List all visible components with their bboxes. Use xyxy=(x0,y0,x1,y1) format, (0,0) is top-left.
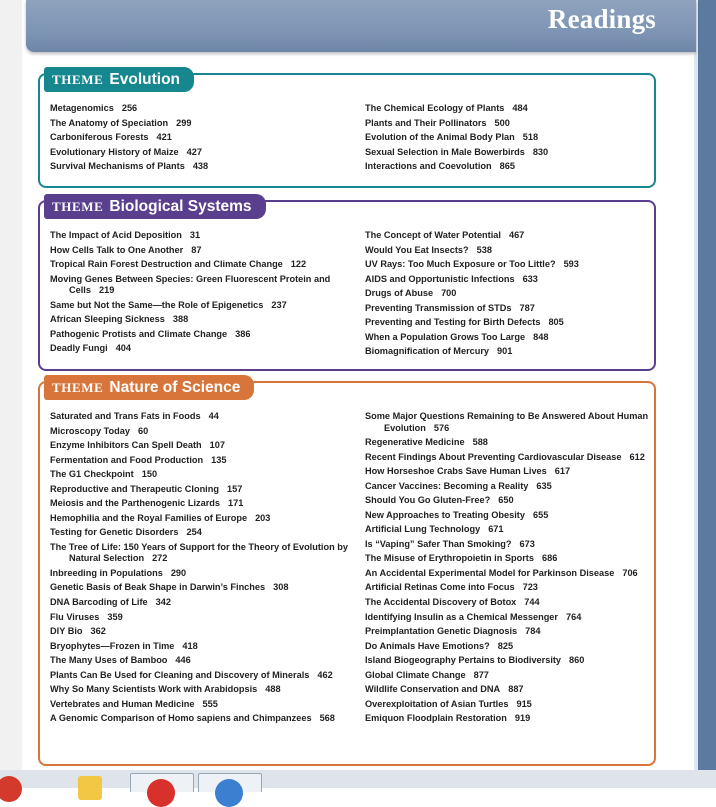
reading-page-number: 830 xyxy=(532,146,549,157)
taskbar-button-app-blue[interactable] xyxy=(198,773,262,792)
reading-title: The Misuse of Erythropoietin in Sports xyxy=(365,553,534,564)
reading-entry xyxy=(365,317,649,329)
reading-page-number: 538 xyxy=(476,244,492,255)
reading-entry xyxy=(50,684,350,696)
theme-nature-of-science-box xyxy=(38,378,656,766)
theme-name: Nature of Science xyxy=(109,378,241,396)
reading-page-number: 633 xyxy=(522,273,538,284)
reading-title: Reproductive and Therapeutic Cloning xyxy=(50,483,219,494)
reading-page-number: 488 xyxy=(265,684,281,695)
reading-title: How Horseshoe Crabs Save Human Lives xyxy=(365,466,547,477)
reading-page-number: 404 xyxy=(115,343,132,354)
reading-page-number: 290 xyxy=(170,567,187,578)
reading-entry xyxy=(365,288,649,300)
reading-entry xyxy=(365,103,649,115)
reading-page-number: 467 xyxy=(508,230,525,240)
reading-entry xyxy=(50,103,350,115)
reading-entry xyxy=(50,498,350,510)
reading-page-number: 915 xyxy=(516,698,532,709)
evolution-right-column xyxy=(365,103,649,176)
reading-page-number: 122 xyxy=(290,259,307,270)
reading-entry xyxy=(50,132,350,144)
reading-entry xyxy=(50,411,350,423)
reading-entry xyxy=(50,641,350,653)
reading-page-number: 359 xyxy=(107,611,123,622)
reading-title: Meiosis and the Parthenogenic Lizards xyxy=(50,498,221,509)
reading-entry xyxy=(50,343,350,355)
reading-entry xyxy=(365,597,649,609)
reading-page-number: 171 xyxy=(228,498,244,509)
reading-entry xyxy=(365,437,649,449)
reading-entry xyxy=(365,346,649,358)
reading-page-number: 805 xyxy=(548,317,564,328)
reading-page-number: 686 xyxy=(541,553,558,564)
reading-title: Artificial Lung Technology xyxy=(365,524,481,535)
reading-entry xyxy=(365,655,649,667)
page-left-gutter xyxy=(0,0,22,788)
reading-entry xyxy=(365,553,649,565)
reading-title: Emiquon Floodplain Restoration xyxy=(365,713,507,724)
reading-title: Vertebrates and Human Medicine xyxy=(50,698,195,709)
evolution-left-column xyxy=(50,103,350,176)
reading-title: Is “Vaping” Safer Than Smoking? xyxy=(365,538,512,549)
reading-title: Same but Not the Same—the Role of Epigenetics xyxy=(50,299,264,310)
reading-entry xyxy=(50,259,350,271)
reading-page-number: 825 xyxy=(497,640,514,651)
reading-title: Would You Eat Insects? xyxy=(365,244,469,255)
reading-page-number: 588 xyxy=(472,437,488,448)
reading-entry xyxy=(50,455,350,467)
reading-entry xyxy=(365,411,649,434)
reading-page-number: 635 xyxy=(536,480,552,491)
reading-entry xyxy=(365,452,649,464)
reading-entry xyxy=(365,259,649,271)
reading-page-number: 219 xyxy=(98,285,115,296)
reading-title: Overexploitation of Asian Turtles xyxy=(365,698,509,709)
reading-entry xyxy=(50,147,350,159)
reading-entry xyxy=(365,626,649,638)
reading-title: Evolution of the Animal Body Plan xyxy=(365,132,515,143)
reading-title: Enzyme Inhibitors Can Spell Death xyxy=(50,440,202,451)
reading-page-number: 44 xyxy=(208,411,219,421)
reading-page-number: 784 xyxy=(525,626,541,637)
reading-entry xyxy=(365,612,649,624)
reading-title: DIY Bio xyxy=(50,626,83,637)
reading-page-number: 362 xyxy=(90,626,106,637)
reading-entry xyxy=(50,597,350,609)
reading-page-number: 438 xyxy=(192,161,209,172)
reading-page-number: 203 xyxy=(255,512,271,523)
reading-entry xyxy=(50,118,350,130)
reading-entry xyxy=(365,147,649,159)
reading-title: A Genomic Comparison of Homo sapiens and Chimpanzees xyxy=(50,713,312,724)
reading-page-number: 700 xyxy=(441,288,457,299)
theme-biological-systems-tab xyxy=(44,194,266,219)
reading-title: The G1 Checkpoint xyxy=(50,469,134,480)
reading-title: Preventing Transmission of STDs xyxy=(365,302,512,313)
reading-page-number: 427 xyxy=(186,146,202,157)
reading-entry xyxy=(365,161,649,173)
reading-title: The Tree of Life: 150 Years of Support for the Theory of Evolution by Natural Selection xyxy=(50,541,348,564)
reading-title: Biomagnification of Mercury xyxy=(365,346,490,357)
reading-title: Should You Go Gluten-Free? xyxy=(365,495,491,506)
reading-title: African Sleeping Sickness xyxy=(50,314,165,325)
window-right-rail xyxy=(698,0,716,788)
theme-evolution-tab xyxy=(44,67,194,92)
reading-title: Evolutionary History of Maize xyxy=(50,146,179,157)
reading-title: How Cells Talk to One Another xyxy=(50,244,184,255)
reading-entry xyxy=(50,300,350,312)
reading-title: DNA Barcoding of Life xyxy=(50,596,148,607)
reading-title: Identifying Insulin as a Chemical Messenger xyxy=(365,611,558,622)
reading-page-number: 673 xyxy=(519,538,535,549)
reading-entry xyxy=(365,582,649,594)
reading-title: Why So Many Scientists Work with Arabidopsis xyxy=(50,684,258,695)
reading-entry xyxy=(50,426,350,438)
reading-entry xyxy=(50,655,350,667)
theme-keyword: THEME xyxy=(52,379,104,395)
reading-page-number: 860 xyxy=(569,655,585,666)
reading-entry xyxy=(365,524,649,536)
reading-entry xyxy=(365,684,649,696)
reading-title: Carboniferous Forests xyxy=(50,132,149,143)
reading-entry xyxy=(50,274,350,297)
reading-entry xyxy=(50,161,350,173)
reading-page-number: 87 xyxy=(191,244,202,255)
reading-page-number: 901 xyxy=(497,346,513,357)
reading-entry xyxy=(365,568,649,580)
reading-page-number: 254 xyxy=(186,527,202,538)
reading-page-number: 299 xyxy=(176,117,192,128)
reading-entry xyxy=(365,118,649,130)
reading-entry xyxy=(365,332,649,344)
theme-nature-of-science-tab xyxy=(44,375,254,400)
reading-title: Plants Can Be Used for Cleaning and Discovery of Minerals xyxy=(50,669,310,680)
reading-title: The Concept of Water Potential xyxy=(365,230,501,240)
reading-title: Global Climate Change xyxy=(365,669,466,680)
reading-title: Drugs of Abuse xyxy=(365,288,434,299)
reading-entry xyxy=(50,245,350,257)
reading-entry xyxy=(365,303,649,315)
reading-entry xyxy=(50,513,350,525)
reading-page-number: 650 xyxy=(498,495,514,506)
reading-title: Fermentation and Food Production xyxy=(50,454,204,465)
reading-page-number: 386 xyxy=(235,328,251,339)
theme-name: Evolution xyxy=(109,70,181,88)
reading-page-number: 157 xyxy=(226,483,243,494)
reading-entry xyxy=(50,527,350,539)
reading-page-number: 150 xyxy=(141,469,158,480)
reading-entry xyxy=(50,230,350,242)
reading-entry xyxy=(365,466,649,478)
reading-page-number: 107 xyxy=(209,440,225,451)
reading-title: Genetic Basis of Beak Shape in Darwin’s Finches xyxy=(50,582,266,593)
reading-page-number: 671 xyxy=(488,524,504,535)
reading-entry xyxy=(50,440,350,452)
reading-title: The Many Uses of Bamboo xyxy=(50,655,168,666)
reading-page-number: 421 xyxy=(156,132,172,143)
reading-title: Testing for Genetic Disorders xyxy=(50,527,179,538)
reading-page-number: 31 xyxy=(189,230,201,240)
reading-entry xyxy=(50,612,350,624)
reading-page-number: 418 xyxy=(182,640,198,651)
reading-entry xyxy=(365,539,649,551)
reading-entry xyxy=(365,245,649,257)
reading-title: Regenerative Medicine xyxy=(365,437,465,448)
theme-name: Biological Systems xyxy=(109,197,252,215)
biological-systems-right-column xyxy=(365,230,649,361)
reading-title: Do Animals Have Emotions? xyxy=(365,640,490,651)
reading-page-number: 555 xyxy=(202,698,218,709)
theme-evolution-box xyxy=(38,70,656,188)
nature-of-science-left-column xyxy=(50,411,350,728)
nature-of-science-right-column xyxy=(365,411,649,728)
reading-title: Deadly Fungi xyxy=(50,343,108,354)
reading-title: Sexual Selection in Male Bowerbirds xyxy=(365,146,525,157)
taskbar xyxy=(0,770,716,788)
reading-page-number: 518 xyxy=(522,132,539,143)
reading-entry xyxy=(50,626,350,638)
reading-entry xyxy=(50,314,350,326)
app-blue-icon xyxy=(215,779,243,807)
reading-title: Metagenomics xyxy=(50,103,114,113)
reading-page-number: 446 xyxy=(175,655,191,666)
reading-entry xyxy=(365,481,649,493)
readings-header xyxy=(26,0,696,52)
reading-page-number: 764 xyxy=(566,611,582,622)
reading-title: Inbreeding in Populations xyxy=(50,567,163,578)
reading-page-number: 308 xyxy=(273,582,289,593)
reading-title: The Chemical Ecology of Plants xyxy=(365,103,505,113)
reading-page-number: 135 xyxy=(211,454,227,465)
reading-page-number: 887 xyxy=(508,684,524,695)
reading-page-number: 706 xyxy=(622,567,638,578)
reading-page-number: 919 xyxy=(514,713,531,724)
reading-title: Plants and Their Pollinators xyxy=(365,117,487,128)
reading-page-number: 617 xyxy=(554,466,571,477)
app-red-icon xyxy=(147,779,175,807)
reading-entry xyxy=(50,670,350,682)
reading-title: Moving Genes Between Species: Green Fluorescent Protein and Cells xyxy=(50,273,331,296)
reading-title: Island Biogeography Pertains to Biodiversity xyxy=(365,655,562,666)
reading-title: Flu Viruses xyxy=(50,611,100,622)
reading-title: Tropical Rain Forest Destruction and Climate Change xyxy=(50,259,283,270)
reading-title: Artificial Retinas Come into Focus xyxy=(365,582,515,593)
reading-title: Hemophilia and the Royal Families of Europe xyxy=(50,512,248,523)
reading-entry xyxy=(365,510,649,522)
reading-page-number: 484 xyxy=(512,103,528,113)
reading-title: Saturated and Trans Fats in Foods xyxy=(50,411,201,421)
reading-entry xyxy=(365,132,649,144)
reading-title: Preventing and Testing for Birth Defects xyxy=(365,317,541,328)
reading-page-number: 60 xyxy=(137,425,149,436)
reading-title: Preimplantation Genetic Diagnosis xyxy=(365,626,518,637)
reading-page-number: 462 xyxy=(317,669,333,680)
reading-entry xyxy=(365,230,649,242)
reading-title: Interactions and Coevolution xyxy=(365,161,492,172)
reading-page-number: 576 xyxy=(433,422,450,433)
folder-icon[interactable] xyxy=(78,776,102,800)
reading-title: UV Rays: Too Much Exposure or Too Little? xyxy=(365,259,556,270)
reading-entry xyxy=(50,699,350,711)
reading-entry xyxy=(365,713,649,725)
reading-title: New Approaches to Treating Obesity xyxy=(365,509,525,520)
reading-page-number: 500 xyxy=(494,117,510,128)
reading-entry xyxy=(50,568,350,580)
reading-title: Recent Findings About Preventing Cardiovascular Disease xyxy=(365,451,622,462)
browser-icon[interactable] xyxy=(0,776,22,802)
reading-entry xyxy=(50,484,350,496)
reading-entry xyxy=(365,274,649,286)
reading-entry xyxy=(50,713,350,725)
reading-page-number: 388 xyxy=(172,314,189,325)
reading-title: Bryophytes—Frozen in Time xyxy=(50,640,175,651)
reading-title: The Accidental Discovery of Botox xyxy=(365,596,517,607)
reading-page-number: 848 xyxy=(533,331,549,342)
reading-page-number: 272 xyxy=(152,553,168,564)
reading-title: Some Major Questions Remaining to Be Answered About Human Evolution xyxy=(365,411,649,433)
reading-entry xyxy=(365,641,649,653)
reading-title: Survival Mechanisms of Plants xyxy=(50,161,185,172)
reading-page-number: 237 xyxy=(271,299,287,310)
reading-page-number: 256 xyxy=(121,103,138,113)
reading-title: Microscopy Today xyxy=(50,425,130,436)
reading-entry xyxy=(365,495,649,507)
reading-title: When a Population Grows Too Large xyxy=(365,331,526,342)
reading-entry xyxy=(365,670,649,682)
reading-entry xyxy=(50,329,350,341)
reading-entry xyxy=(50,542,350,565)
taskbar-button-app-red[interactable] xyxy=(130,773,194,792)
reading-title: The Anatomy of Speciation xyxy=(50,117,169,128)
biological-systems-left-column xyxy=(50,230,350,358)
reading-title: AIDS and Opportunistic Infections xyxy=(365,273,515,284)
reading-title: Wildlife Conservation and DNA xyxy=(365,684,501,695)
reading-page-number: 593 xyxy=(563,259,579,270)
reading-title: The Impact of Acid Deposition xyxy=(50,230,182,240)
reading-page-number: 612 xyxy=(629,451,645,462)
reading-entry xyxy=(50,469,350,481)
reading-entry xyxy=(50,582,350,594)
theme-keyword: THEME xyxy=(52,198,104,214)
theme-biological-systems-box xyxy=(38,197,656,371)
reading-entry xyxy=(365,699,649,711)
reading-page-number: 877 xyxy=(473,669,489,680)
reading-page-number: 342 xyxy=(155,596,172,607)
reading-page-number: 744 xyxy=(524,596,540,607)
reading-page-number: 865 xyxy=(499,161,515,172)
page-title: Readings xyxy=(547,4,656,34)
reading-page-number: 723 xyxy=(522,582,538,593)
reading-title: Pathogenic Protists and Climate Change xyxy=(50,328,228,339)
theme-keyword: THEME xyxy=(52,71,104,87)
reading-title: Cancer Vaccines: Becoming a Reality xyxy=(365,480,529,491)
reading-page-number: 568 xyxy=(319,713,335,724)
reading-page-number: 655 xyxy=(532,509,549,520)
reading-page-number: 787 xyxy=(519,302,535,313)
reading-title: An Accidental Experimental Model for Parkinson Disease xyxy=(365,567,615,578)
